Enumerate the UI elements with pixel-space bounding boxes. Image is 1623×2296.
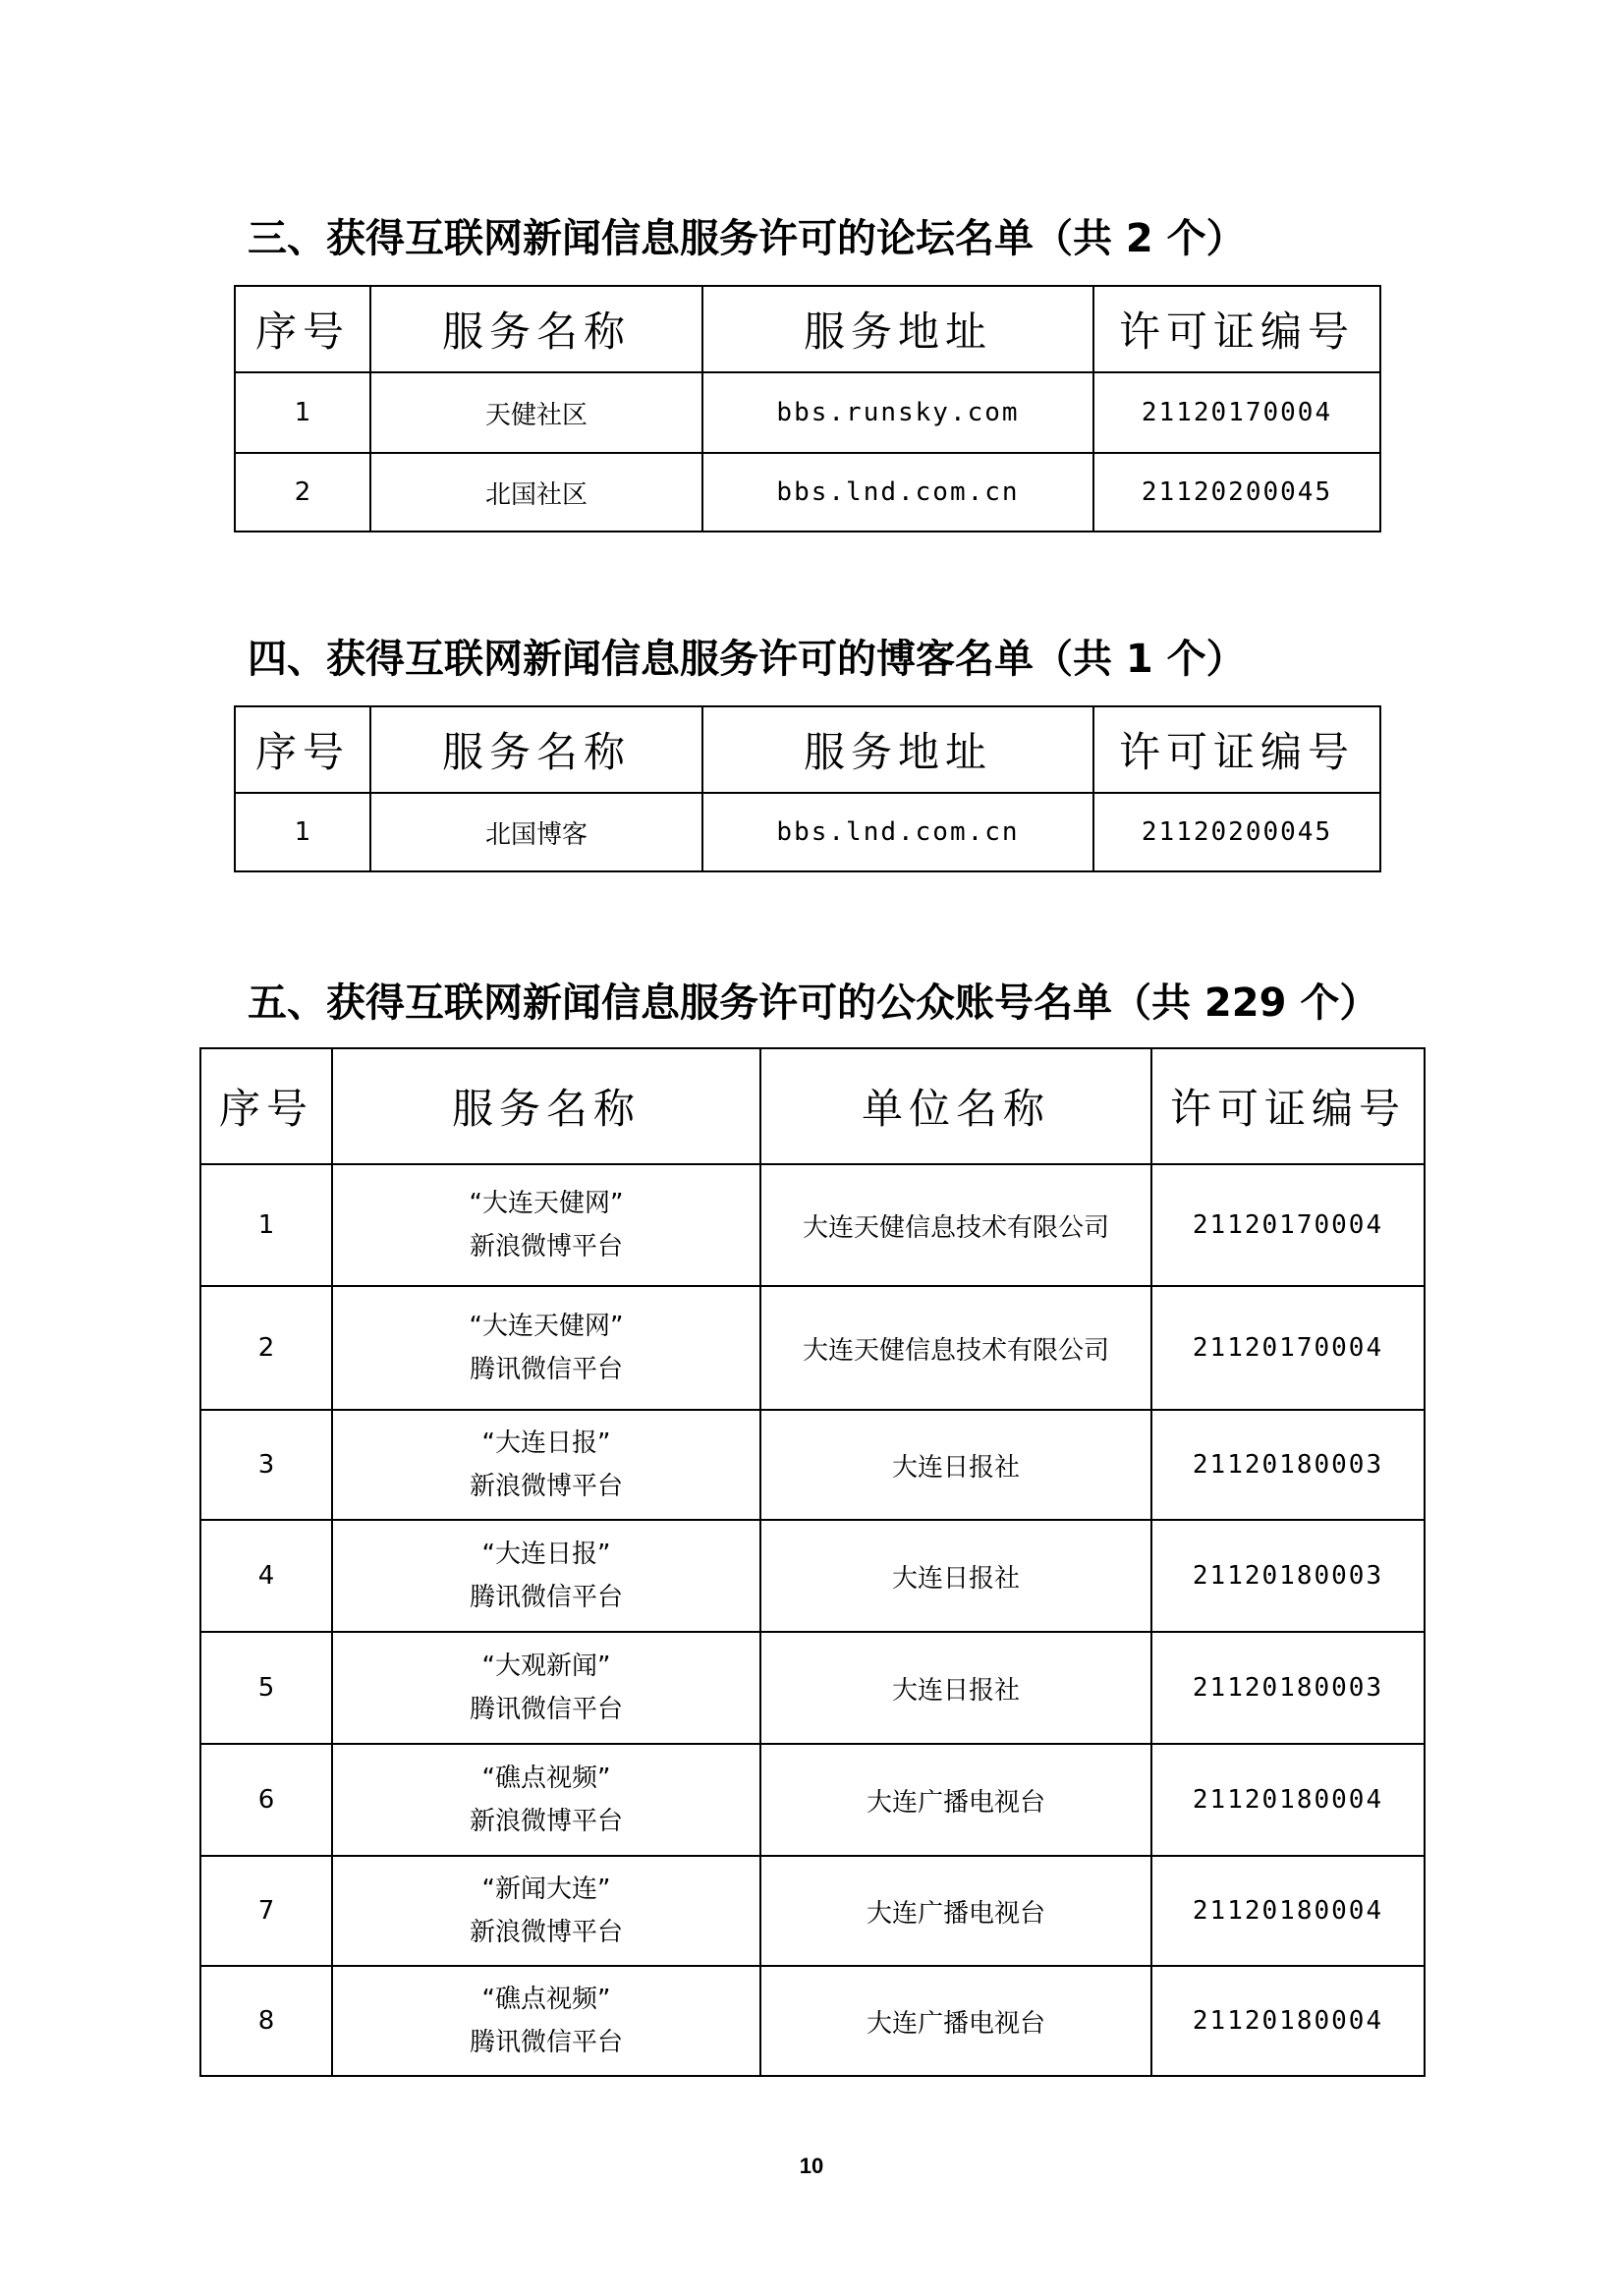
row-index: 7 (200, 1856, 332, 1966)
row-index: 1 (200, 1164, 332, 1286)
table-header-row (235, 706, 1380, 793)
row-license-number: 21120200045 (1093, 453, 1380, 532)
table-row (200, 1966, 1425, 2076)
row-index: 4 (200, 1520, 332, 1632)
row-index: 8 (200, 1966, 332, 2076)
platform-name: 腾讯微信平台 (469, 1355, 623, 1384)
platform-name: 新浪微博平台 (469, 1807, 623, 1836)
row-index: 2 (200, 1286, 332, 1410)
table-row (235, 453, 1380, 532)
account-name: “大连天健网” (469, 1312, 624, 1341)
row-organization-name: 大连日报社 (760, 1632, 1151, 1744)
header-service-address: 服务地址 (702, 706, 1093, 793)
row-service-name (332, 1632, 760, 1744)
platform-name: 新浪微博平台 (469, 1918, 623, 1947)
table-row (235, 793, 1380, 871)
row-service-name: 北国社区 (370, 453, 702, 532)
header-index: 序号 (235, 286, 370, 372)
row-organization-name: 大连广播电视台 (760, 1856, 1151, 1966)
row-license-number: 21120180003 (1151, 1520, 1425, 1632)
table-row (235, 372, 1380, 453)
row-service-name (332, 1744, 760, 1856)
platform-name: 新浪微博平台 (469, 1472, 623, 1501)
header-index: 序号 (235, 706, 370, 793)
row-license-number: 21120180004 (1151, 1744, 1425, 1856)
account-name: “大连天健网” (469, 1189, 624, 1218)
table-header-row (200, 1048, 1425, 1164)
row-service-name (332, 1410, 760, 1520)
platform-name: 腾讯微信平台 (469, 1583, 623, 1612)
forum-table (234, 285, 1381, 532)
header-index: 序号 (200, 1048, 332, 1164)
row-organization-name: 大连日报社 (760, 1410, 1151, 1520)
row-license-number: 21120170004 (1151, 1286, 1425, 1410)
account-name: “礁点视频” (481, 1985, 611, 2014)
table-header-row (235, 286, 1380, 372)
header-license-number: 许可证编号 (1093, 286, 1380, 372)
platform-name: 新浪微博平台 (469, 1232, 623, 1261)
row-service-name (332, 1164, 760, 1286)
table-row (200, 1744, 1425, 1856)
row-license-number: 21120170004 (1151, 1164, 1425, 1286)
blog-table (234, 705, 1381, 872)
section4-title: 四、获得互联网新闻信息服务许可的博客名单（共 1 个） (248, 637, 1246, 682)
account-name: “礁点视频” (481, 1764, 611, 1793)
table-row (200, 1520, 1425, 1632)
row-service-name: 天健社区 (370, 372, 702, 453)
row-index: 2 (235, 453, 370, 532)
header-license-number: 许可证编号 (1151, 1048, 1425, 1164)
account-name: “大观新闻” (481, 1652, 611, 1681)
table-row (200, 1286, 1425, 1410)
table-row (200, 1164, 1425, 1286)
row-service-address: bbs.lnd.com.cn (702, 453, 1093, 532)
row-license-number: 21120200045 (1093, 793, 1380, 871)
row-organization-name: 大连天健信息技术有限公司 (760, 1286, 1151, 1410)
table-row (200, 1410, 1425, 1520)
row-index: 1 (235, 372, 370, 453)
row-index: 5 (200, 1632, 332, 1744)
row-organization-name: 大连日报社 (760, 1520, 1151, 1632)
row-license-number: 21120180003 (1151, 1632, 1425, 1744)
row-index: 1 (235, 793, 370, 871)
row-service-name (332, 1520, 760, 1632)
platform-name: 腾讯微信平台 (469, 2028, 623, 2057)
account-name: “新闻大连” (481, 1875, 611, 1904)
row-license-number: 21120170004 (1093, 372, 1380, 453)
row-organization-name: 大连广播电视台 (760, 1744, 1151, 1856)
table-row (200, 1856, 1425, 1966)
row-service-address: bbs.lnd.com.cn (702, 793, 1093, 871)
page-number: 10 (799, 2154, 824, 2178)
header-organization-name: 单位名称 (760, 1048, 1151, 1164)
header-service-name: 服务名称 (370, 286, 702, 372)
header-service-address: 服务地址 (702, 286, 1093, 372)
row-organization-name: 大连广播电视台 (760, 1966, 1151, 2076)
header-license-number: 许可证编号 (1093, 706, 1380, 793)
row-service-name (332, 1966, 760, 2076)
row-service-name (332, 1286, 760, 1410)
public-account-table (199, 1047, 1426, 2077)
platform-name: 腾讯微信平台 (469, 1695, 623, 1724)
row-index: 3 (200, 1410, 332, 1520)
account-name: “大连日报” (481, 1428, 611, 1458)
row-license-number: 21120180004 (1151, 1856, 1425, 1966)
row-organization-name: 大连天健信息技术有限公司 (760, 1164, 1151, 1286)
header-service-name: 服务名称 (370, 706, 702, 793)
table-row (200, 1632, 1425, 1744)
row-index: 6 (200, 1744, 332, 1856)
section3-title: 三、获得互联网新闻信息服务许可的论坛名单（共 2 个） (248, 216, 1246, 261)
section5-title: 五、获得互联网新闻信息服务许可的公众账号名单（共 229 个） (248, 980, 1379, 1026)
row-service-name: 北国博客 (370, 793, 702, 871)
row-license-number: 21120180004 (1151, 1966, 1425, 2076)
row-service-name (332, 1856, 760, 1966)
account-name: “大连日报” (481, 1540, 611, 1569)
row-service-address: bbs.runsky.com (702, 372, 1093, 453)
header-service-name: 服务名称 (332, 1048, 760, 1164)
row-license-number: 21120180003 (1151, 1410, 1425, 1520)
